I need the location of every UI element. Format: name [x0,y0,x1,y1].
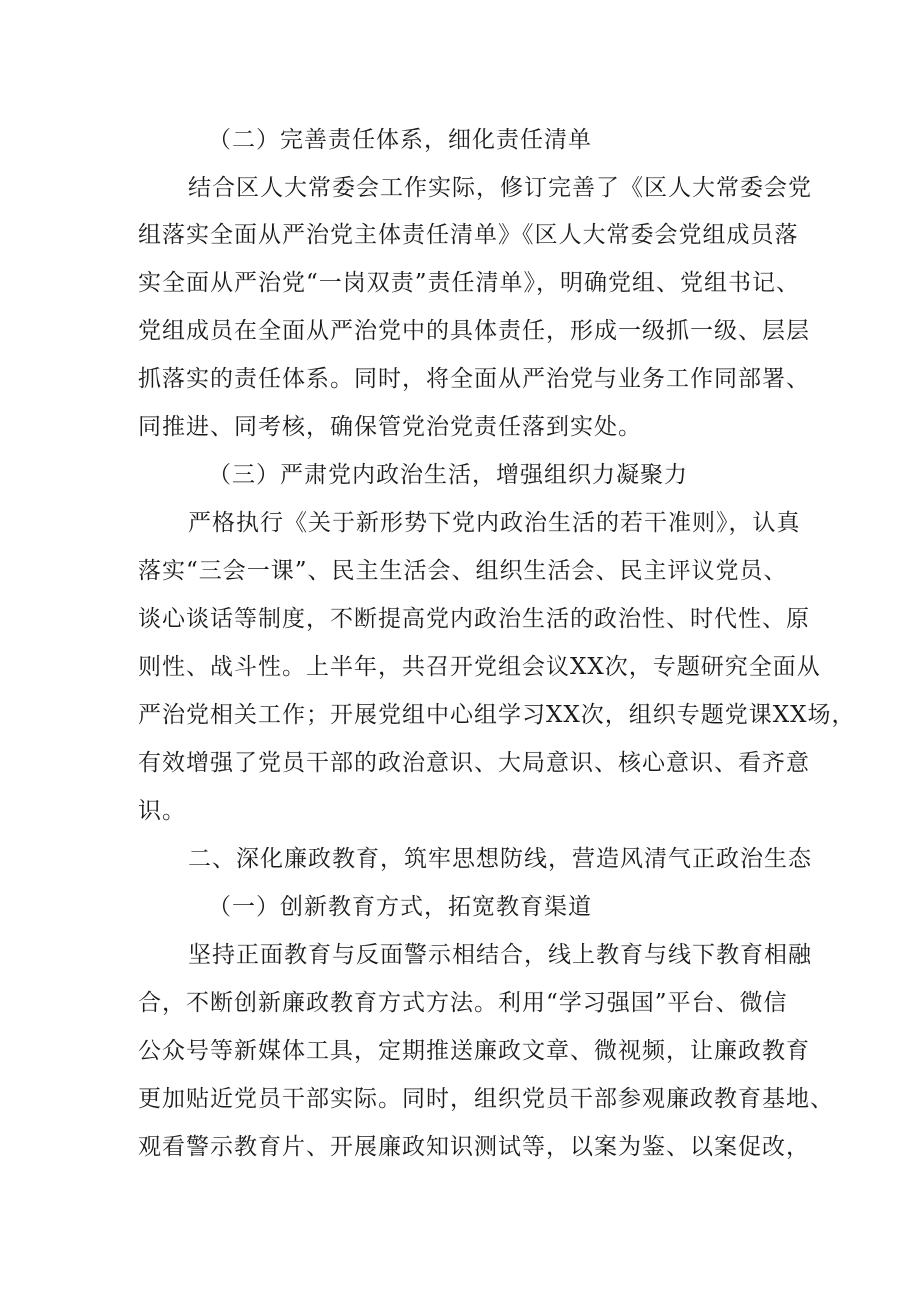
paragraph-line: 则性、战斗性。上半年，共召开党组会议XX次，专题研究全面从 [138,654,821,680]
subheading-1: （一）创新教育方式，拓宽教育渠道 [208,894,592,920]
paragraph-line: 严格执行《关于新形势下党内政治生活的若干准则》，认真 [188,510,801,536]
paragraph-line: 有效增强了党员干部的政治意识、大局意识、核心意识、看齐意 [138,750,810,776]
paragraph-line: 实全面从严治党“一岗双责”责任清单》，明确党组、党组书记、 [138,270,801,296]
paragraph-line: 公众号等新媒体工具，定期推送廉政文章、微视频，让廉政教育 [138,1038,810,1064]
paragraph-line: 结合区人大常委会工作实际，修订完善了《区人大常委会党 [188,175,812,201]
paragraph-line: 组落实全面从严治党主体责任清单》《区人大常委会党组成员落 [138,222,799,248]
paragraph-line: 党组成员在全面从严治党中的具体责任，形成一级抓一级、层层 [138,318,810,344]
subheading-3: （三）严肃党内政治生活，增强组织力凝聚力 [208,462,688,488]
paragraph-line: 同推进、同考核，确保管党治党责任落到实处。 [138,414,642,440]
paragraph-line: 抓落实的责任体系。同时，将全面从严治党与业务工作同部署、 [138,366,810,392]
subheading-2: （二）完善责任体系，细化责任清单 [208,127,592,153]
paragraph-line: 严治党相关工作；开展党组中心组学习XX次，组织专题党课XX场， [138,702,856,728]
paragraph-line: 识。 [138,798,186,824]
paragraph-line: 更加贴近党员干部实际。同时，组织党员干部参观廉政教育基地、 [138,1086,834,1112]
paragraph-line: 谈心谈话等制度，不断提高党内政治生活的政治性、时代性、原 [138,606,810,632]
paragraph-line: 合，不断创新廉政教育方式方法。利用“学习强国”平台、微信 [138,990,788,1016]
paragraph-line: 落实“三会一课”、民主生活会、组织生活会、民主评议党员、 [138,558,788,584]
paragraph-line: 观看警示教育片、开展廉政知识测试等，以案为鉴、以案促改， [138,1134,810,1160]
section-heading-2: 二、深化廉政教育，筑牢思想防线，营造风清气正政治生态 [188,846,812,872]
paragraph-line: 坚持正面教育与反面警示相结合，线上教育与线下教育相融 [188,942,812,968]
